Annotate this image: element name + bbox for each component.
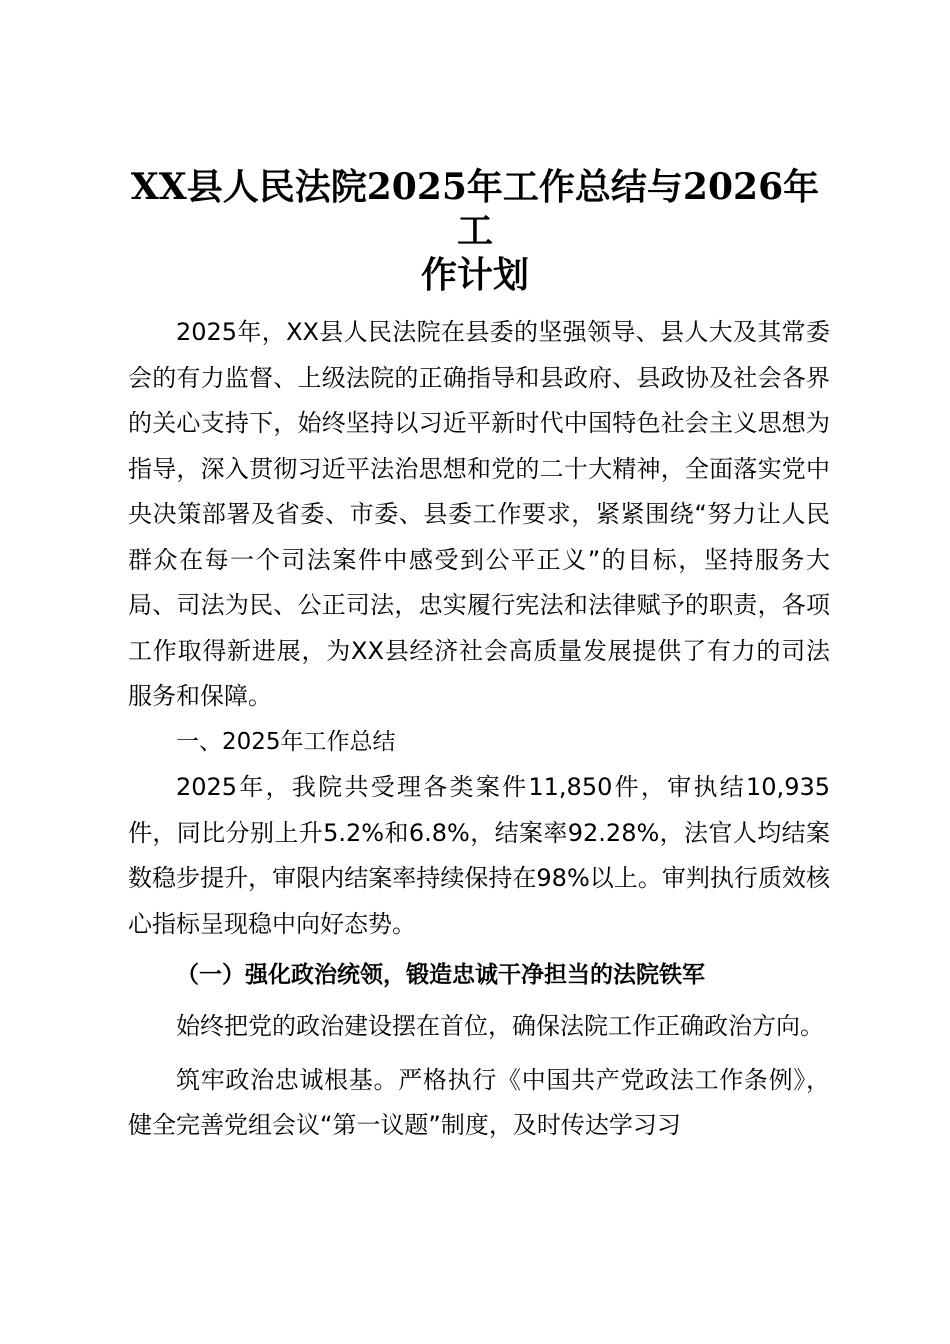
political-building-paragraph: 始终把党的政治建设摆在首位，确保法院工作正确政治方向。 <box>176 1012 824 1040</box>
case-statistics-paragraph: 2025年，我院共受理各类案件11,850件，审执结10,935件，同比分别上升5.2%和6.8%，结案率92.28%，法官人均结案数稳步提升，审限内结案率持续保持在98%以上。审判执行质效核心指标呈现稳中向好态势。 <box>128 773 830 938</box>
subsection-heading-political-leadership: （一）强化政治统领，锻造忠诚干净担当的法院铁军 <box>176 962 705 988</box>
document-title <box>120 165 830 297</box>
document-title-line-2: 作计划 <box>420 254 529 296</box>
document-title-line-1: XX县人民法院2025年工作总结与2026年工 <box>130 166 820 252</box>
intro-paragraph: 2025年，XX县人民法院在县委的坚强领导、县人大及其常委会的有力监督、上级法院的正确指导和县政府、县政协及社会各界的关心支持下，始终坚持以习近平新时代中国特色社会主义思想为指导，深入贯彻习近平法治思想和党的二十大精神，全面落实党中央决策部署及省委、市委、县委工作要求，紧紧围绕“努力让人民群众在每一个司法案件中感受到公平正义”的目标，坚持服务大局、司法为民、公正司法，忠实履行宪法和法律赋予的职责，各项工作取得新进展，为XX县经济社会高质量发展提供了有力的司法服务和保障。 <box>128 318 830 710</box>
political-loyalty-paragraph: 筑牢政治忠诚根基。严格执行《中国共产党政法工作条例》，健全完善党组会议“第一议题”制度，及时传达学习习 <box>128 1065 830 1139</box>
section-heading-2025-summary: 一、2025年工作总结 <box>176 728 396 755</box>
document-body <box>128 310 830 1149</box>
